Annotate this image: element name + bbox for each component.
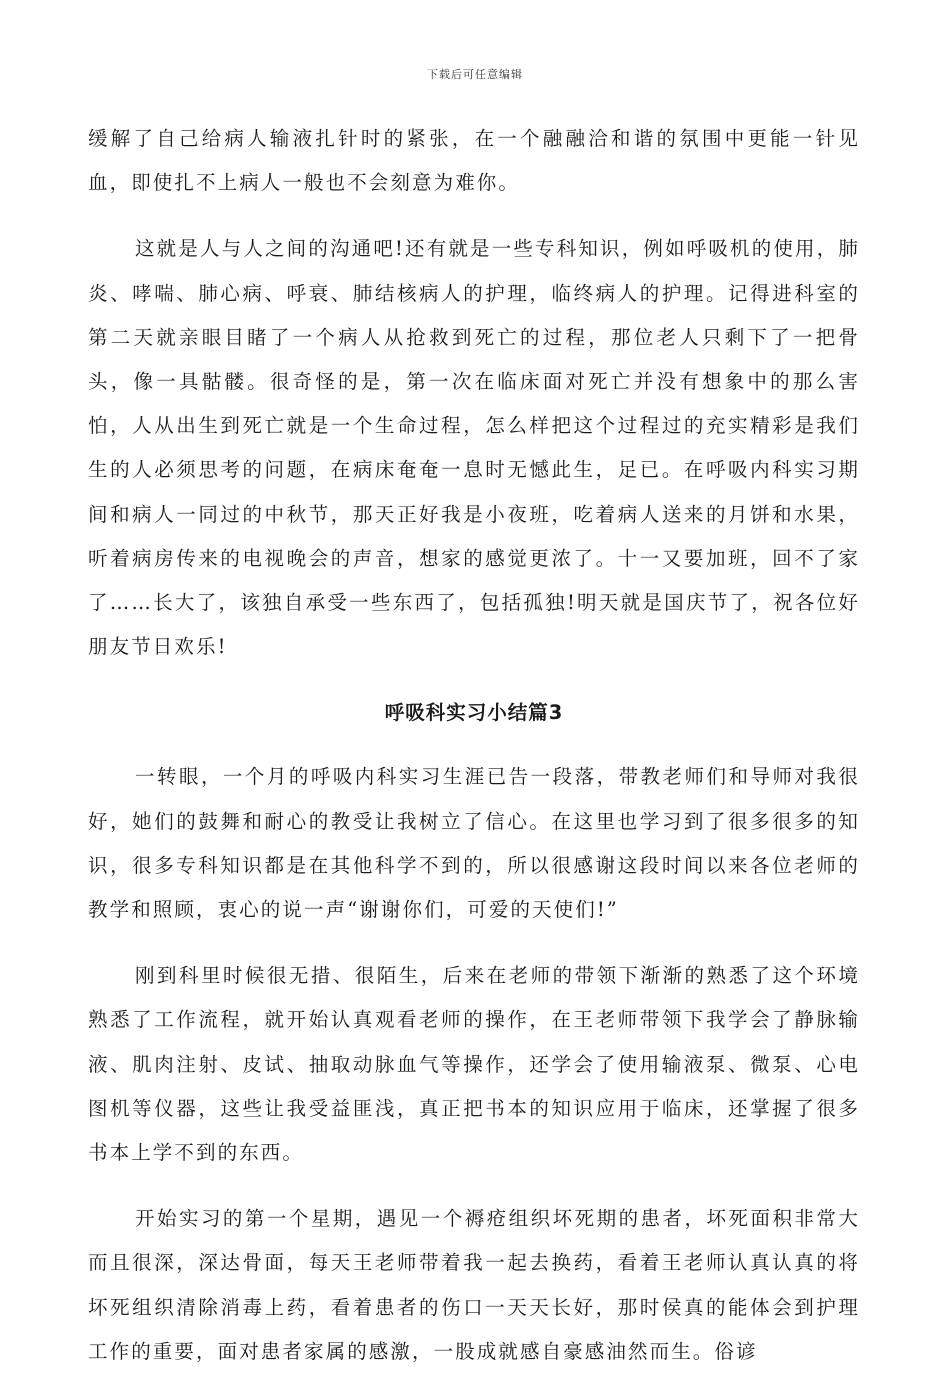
paragraph-first-week: 开始实习的第一个星期，遇见一个褥疮组织坏死期的患者，坏死面积非常大而且很深，深达骨面，每天王老师带着我一起去换药，看着王老师认真认真的将坏死组织清除消毒上药，看着患者的伤口一天天长好，那时侯真的能体会到护理工作的重要，面对患者家属的感激，一股成就感自豪感油然而生。俗谚 <box>88 1207 860 1363</box>
section-title: 呼吸科实习小结篇3 <box>384 701 564 725</box>
document-body <box>88 117 860 1396</box>
paragraph-intro: 一转眼，一个月的呼吸内科实习生涯已告一段落，带教老师们和导师对我很好，她们的鼓舞和耐心的教受让我树立了信心。在这里也学习到了很多很多的知识，很多专科知识都是在其他科学不到的，所以很感谢这段时间以来各位老师的教学和照顾，衷心的说一声“谢谢你们，可爱的天使们!” <box>88 765 860 922</box>
paragraph-continuation: 缓解了自己给病人输液扎针时的紧张，在一个融融洽和谐的氛围中更能一针见血，即使扎不上病人一般也不会刻意为难你。 <box>88 127 860 195</box>
page-header: 下载后可任意编辑 <box>427 68 523 81</box>
paragraph-learning: 刚到科里时候很无措、很陌生，后来在老师的带领下渐渐的熟悉了这个环境熟悉了工作流程，就开始认真观看老师的操作，在王老师带领下我学会了静脉输液、肌肉注射、皮试、抽取动脉血气等操作，还学会了使用输液泵、微泵、心电图机等仪器，这些让我受益匪浅，真正把书本的知识应用于临床，还掌握了很多书本上学不到的东西。 <box>88 964 860 1165</box>
paragraph-communication: 这就是人与人之间的沟通吧!还有就是一些专科知识，例如呼吸机的使用，肺炎、哮喘、肺心病、呼衰、肺结核病人的护理，临终病人的护理。记得进科室的第二天就亲眼目睹了一个病人从抢救到死亡的过程，那位老人只剩下了一把骨头，像一具骷髅。很奇怪的是，第一次在临床面对死亡并没有想象中的那么害怕，人从出生到死亡就是一个生命过程，怎么样把这个过程过的充实精彩是我们生的人必须思考的问题，在病床奄奄一息时无憾此生，足已。在呼吸内科实习期间和病人一同过的中秋节，那天正好我是小夜班，吃着病人送来的月饼和水果，听着病房传来的电视晚会的声音，想家的感觉更浓了。十一又要加班，回不了家了……长大了，该独自承受一些东西了，包括孤独!明天就是国庆节了，祝各位好朋友节日欢乐! <box>88 237 860 659</box>
